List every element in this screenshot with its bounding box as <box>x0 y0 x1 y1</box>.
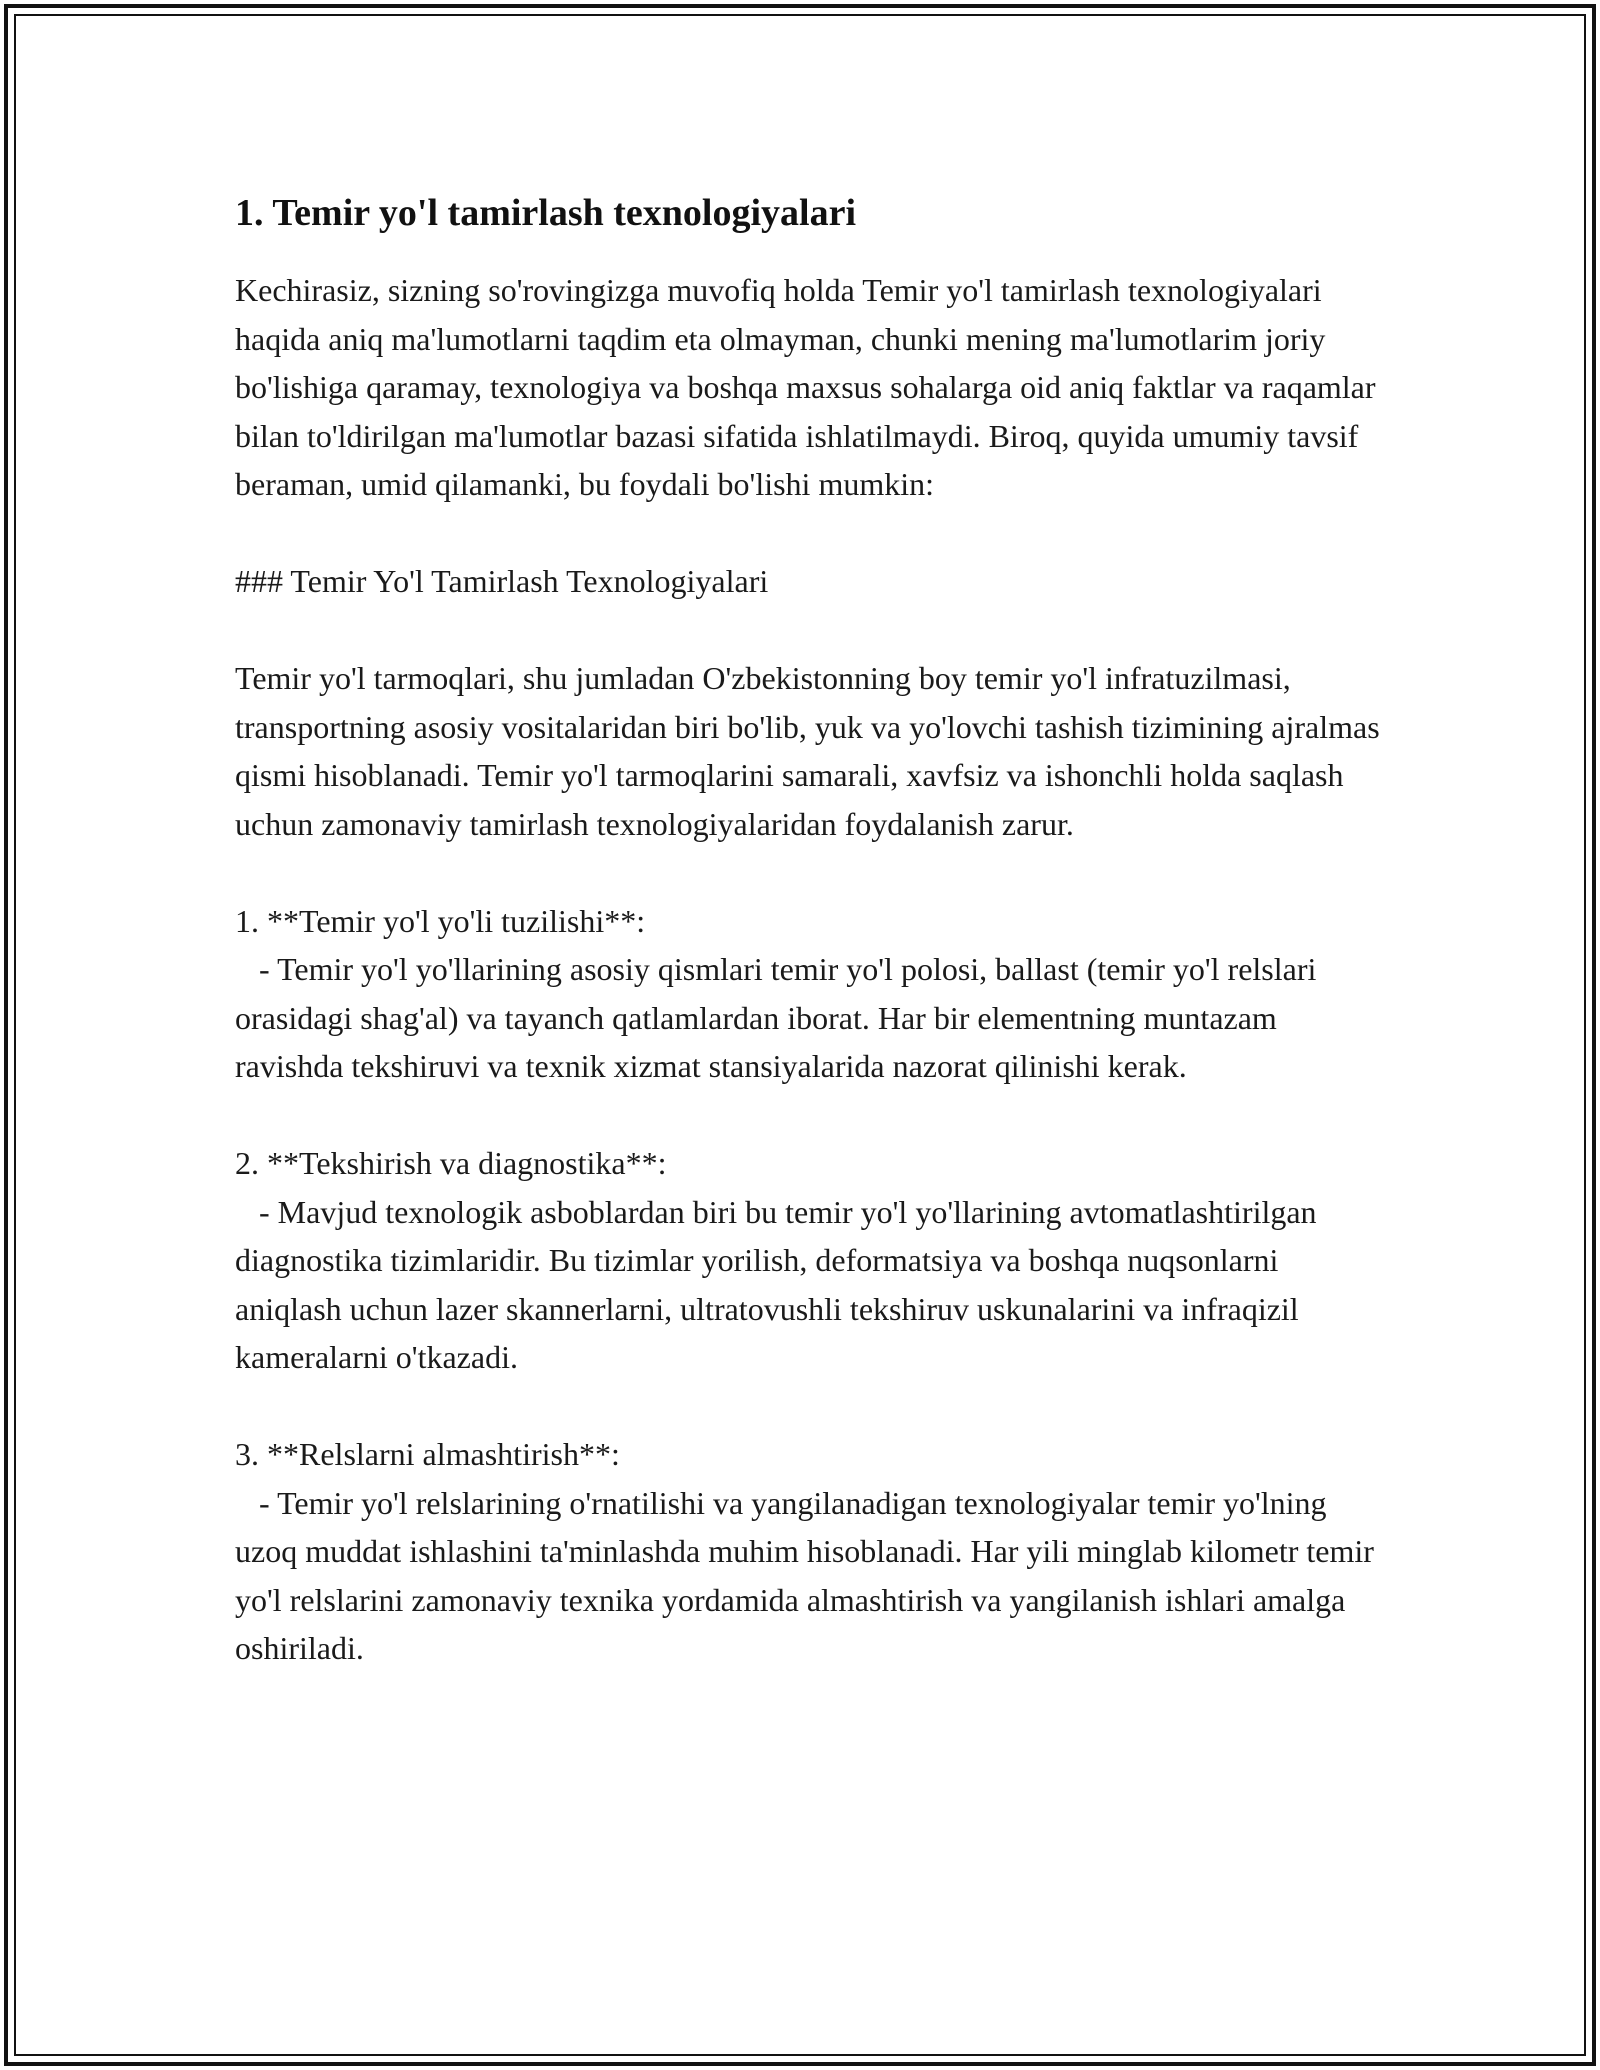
paragraph-gap <box>235 509 1385 558</box>
paragraph-gap <box>235 848 1385 897</box>
section-heading: 1. **Temir yo'l yo'li tuzilishi**: <box>235 902 646 939</box>
paragraph-gap <box>235 1091 1385 1140</box>
section-1 <box>235 897 1385 1091</box>
subheading: ### Temir Yo'l Tamirlash Texnologiyalari <box>235 563 769 599</box>
section-body: - Temir yo'l relslarining o'rnatilishi va yangilanadigan texnologiyalar temir yo'lning uzoq muddat ishlashini ta'minlashda muhim hisoblanadi. Har yili minglab kilometr temir yo'l relslarini zamonaviy texnika yordamida almashtirish va yangilanish ishlari amalga oshiriladi. <box>235 1484 1382 1666</box>
paragraph-gap <box>235 1382 1385 1431</box>
document-title: 1. Temir yo'l tamirlash texnologiyalari <box>235 192 857 234</box>
section-body: - Temir yo'l yo'llarining asosiy qismlari temir yo'l polosi, ballast (temir yo'l relslari orasidagi shag'al) va tayanch qatlamlardan iborat. Har bir elementning muntazam ravishda tekshiruvi va texnik xizmat stansiyalarida nazorat qilinishi kerak. <box>235 951 1325 1084</box>
section-heading: 2. **Tekshirish va diagnostika**: <box>235 1145 667 1181</box>
overview-paragraph: Temir yo'l tarmoqlari, shu jumladan O'zbekistonning boy temir yo'l infratuzilmasi, transportning asosiy vositalaridan biri bo'lib, yuk va yo'lovchi tashish tizimining ajralmas qismi hisoblanadi. Temir yo'l tarmoqlarini samarali, xavfsiz va ishonchli holda saqlash uchun zamonaviy tamirlash texnologiyalaridan foydalanish zarur. <box>235 660 1388 842</box>
document-body <box>235 188 1388 1673</box>
paragraph-gap <box>235 606 1385 655</box>
section-body: - Mavjud texnologik asboblardan biri bu temir yo'l yo'llarining avtomatlashtirilgan diagnostika tizimlaridir. Bu tizimlar yorilish, deformatsiya va boshqa nuqsonlarni aniqlash uchun lazer skannerlarni, ultratovushli tekshiruv uskunalarini va infraqizil kameralarni o'tkazadi. <box>235 1193 1325 1375</box>
section-3 <box>235 1430 1385 1673</box>
section-2 <box>235 1139 1385 1382</box>
section-heading: 3. **Relslarni almashtirish**: <box>235 1436 620 1472</box>
intro-paragraph: Kechirasiz, sizning so'rovingizga muvofiq holda Temir yo'l tamirlash texnologiyalari haqida aniq ma'lumotlarni taqdim eta olmayman, chunki mening ma'lumotlarim joriy bo'lishiga qaramay, texnologiya va boshqa maxsus sohalarga oid aniq faktlar va raqamlar bilan to'ldirilgan ma'lumotlar bazasi sifatida ishlatilmaydi. Biroq, quyida umumiy tavsif beraman, umid qilamanki, bu foydali bo'lishi mumkin: <box>235 272 1384 502</box>
